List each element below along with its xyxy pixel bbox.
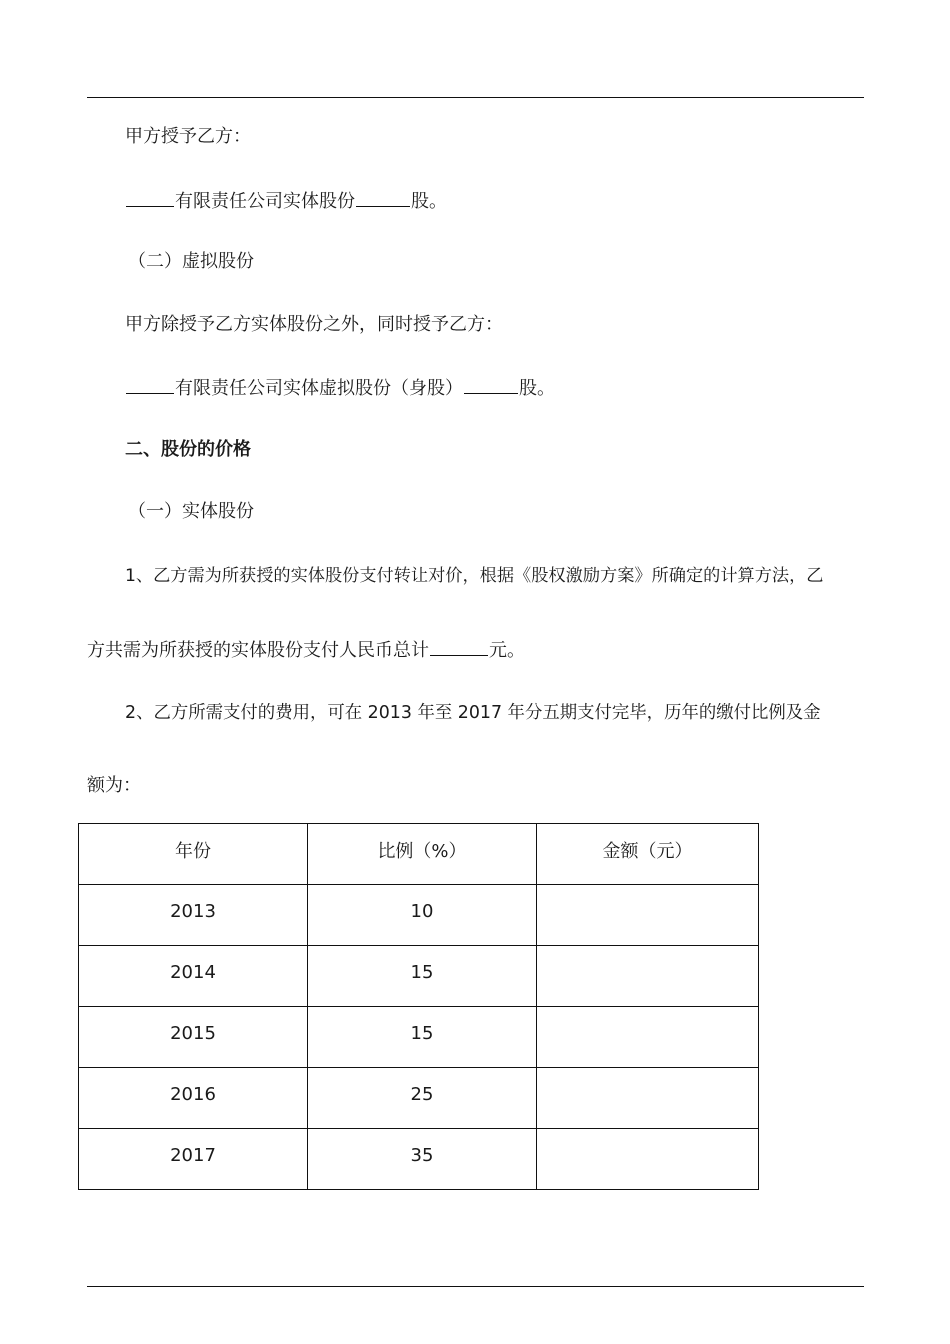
- header-ratio: 比例（%）: [308, 824, 537, 885]
- paragraph-text: 方共需为所获授的实体股份支付人民币总计: [87, 640, 429, 661]
- blank-share-count[interactable]: [356, 188, 410, 207]
- paragraph-text: 甲方除授予乙方实体股份之外，同时授予乙方：: [125, 314, 503, 335]
- cell-ratio: 15: [308, 946, 537, 1007]
- payment-schedule-table: [78, 823, 759, 1190]
- cell-ratio: 15: [308, 1007, 537, 1068]
- section-heading-price: [125, 438, 251, 462]
- footer-rule: [87, 1286, 864, 1287]
- header-amount: 金额（元）: [537, 824, 759, 885]
- section-heading-text: 二、股份的价格: [125, 439, 251, 460]
- cell-amount[interactable]: [537, 885, 759, 946]
- cell-ratio: 25: [308, 1068, 537, 1129]
- paragraph-virtual-shares: [125, 375, 555, 401]
- blank-total-amount[interactable]: [430, 637, 488, 656]
- paragraph-payment-line1: [125, 701, 821, 725]
- cell-amount[interactable]: [537, 1068, 759, 1129]
- table-row: [79, 946, 759, 1007]
- table-row: [79, 1129, 759, 1190]
- paragraph-text: 股。: [519, 378, 555, 399]
- blank-share-count[interactable]: [464, 375, 518, 394]
- paragraph-text: 甲方授予乙方：: [125, 126, 251, 147]
- cell-year: 2014: [79, 946, 308, 1007]
- blank-company-name[interactable]: [126, 375, 174, 394]
- header-rule: [87, 97, 864, 98]
- paragraph-entity-shares: [125, 188, 447, 214]
- paragraph-text: 元。: [489, 640, 525, 661]
- subheading-virtual-shares: [128, 250, 254, 274]
- paragraph-text: 股。: [411, 191, 447, 212]
- cell-amount[interactable]: [537, 946, 759, 1007]
- cell-year: 2017: [79, 1129, 308, 1190]
- paragraph-text: 1、乙方需为所获授的实体股份支付转让对价，根据《股权激励方案》所确定的计算方法，乙: [125, 566, 824, 586]
- cell-amount[interactable]: [537, 1129, 759, 1190]
- cell-year: 2015: [79, 1007, 308, 1068]
- cell-ratio: 10: [308, 885, 537, 946]
- paragraph-text: 2、乙方所需支付的费用，可在 2013 年至 2017 年分五期支付完毕，历年的缴付比例及金: [125, 703, 821, 723]
- paragraph-grant-intro: [125, 125, 251, 149]
- table-header-row: [79, 824, 759, 885]
- cell-year: 2016: [79, 1068, 308, 1129]
- cell-year: 2013: [79, 885, 308, 946]
- table-row: [79, 885, 759, 946]
- subheading-entity-shares: [128, 500, 254, 524]
- paragraph-text: 有限责任公司实体虚拟股份（身股）: [175, 378, 463, 399]
- subheading-text: （二）虚拟股份: [128, 251, 254, 272]
- table-row: [79, 1007, 759, 1068]
- subheading-text: （一）实体股份: [128, 501, 254, 522]
- cell-ratio: 35: [308, 1129, 537, 1190]
- blank-company-name[interactable]: [126, 188, 174, 207]
- paragraph-consideration-line2: [87, 637, 525, 663]
- paragraph-text: 额为：: [87, 775, 141, 796]
- paragraph-virtual-grant: [125, 313, 503, 337]
- paragraph-text: 有限责任公司实体股份: [175, 191, 355, 212]
- paragraph-payment-line2: [87, 774, 141, 798]
- table-row: [79, 1068, 759, 1129]
- cell-amount[interactable]: [537, 1007, 759, 1068]
- header-year: 年份: [79, 824, 308, 885]
- paragraph-consideration-line1: [125, 564, 823, 588]
